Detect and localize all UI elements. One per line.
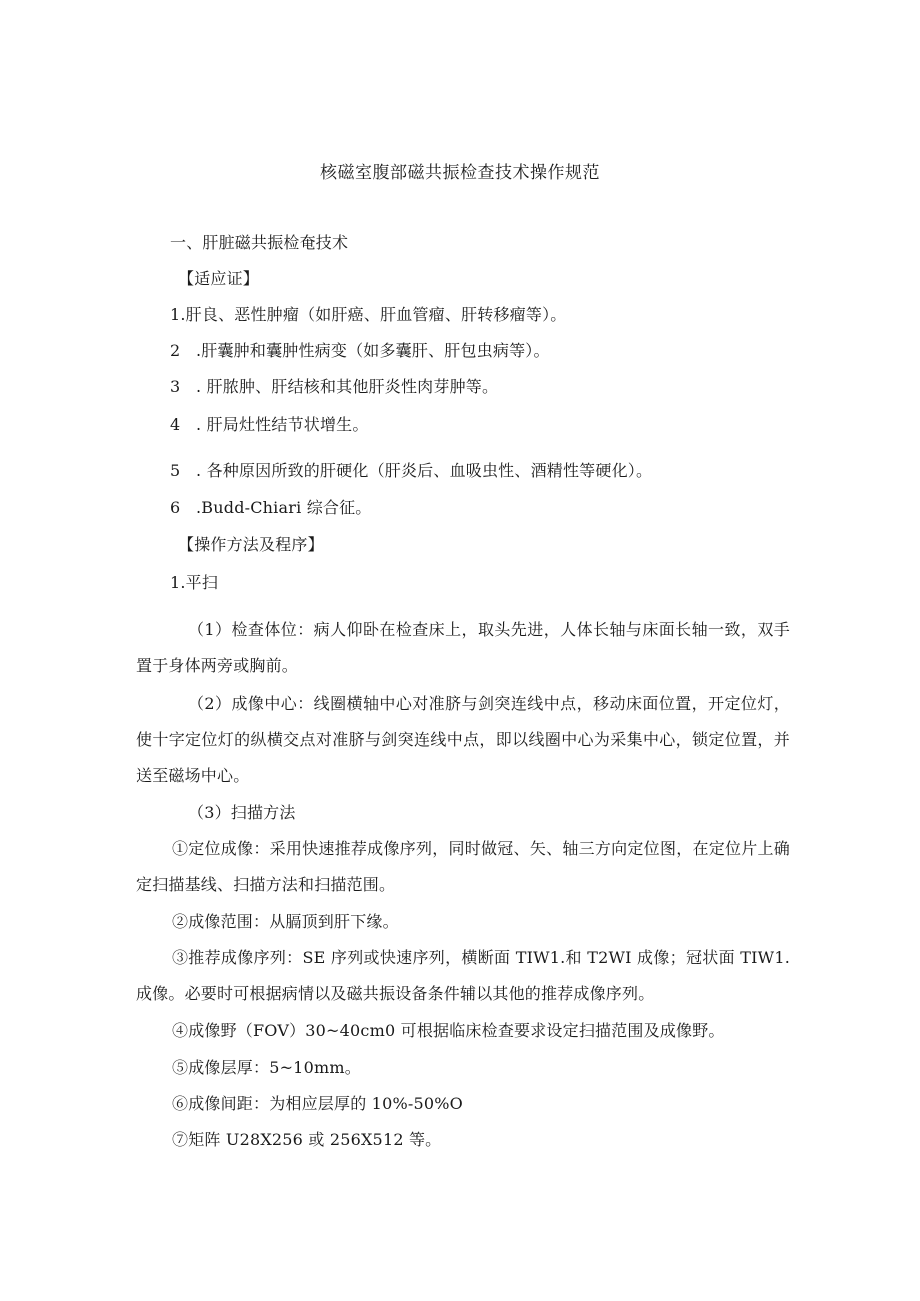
paragraph-position: （1）检查体位：病人仰卧在检查床上，取头先进，人体长轴与床面长轴一致，双手置于身体两旁或胸前。 (136, 620, 790, 675)
paragraph-range: ②成像范围：从膈顶到肝下缘。 (172, 912, 399, 931)
indication-number: 6 (170, 498, 181, 517)
indication-item-3 (170, 377, 498, 397)
paragraph-sequence: ③推荐成像序列：SE 序列或快速序列，横断面 TIW1.和 T2WI 成像；冠状面 TIW1.成像。必要时可根据病情以及磁共振设备条件辅以其他的推荐成像序列。 (136, 948, 790, 1003)
procedure-heading: 【操作方法及程序】 (178, 535, 324, 554)
indication-text: 肝良、恶性肿瘤（如肝癌、肝血管瘤、肝转移瘤等）。 (185, 305, 567, 324)
indication-item-2 (170, 341, 550, 361)
indication-number: 2 (170, 341, 181, 360)
indication-item-6 (170, 498, 372, 518)
plain-scan-heading: 1.平扫 (170, 573, 219, 592)
paragraph-localization: ①定位成像：采用快速推荐成像序列，同时做冠、矢、轴三方向定位图，在定位片上确定扫描基线、扫描方法和扫描范围。 (136, 839, 790, 894)
document-title: 核磁室腹部磁共振检查技术操作规范 (320, 163, 600, 183)
indication-number: 5 (170, 461, 181, 480)
paragraph-fov: ④成像野（FOV）30~40cm0 可根据临床检查要求设定扫描范围及成像野。 (172, 1021, 725, 1040)
indication-text: .肝囊肿和囊肿性病变（如多囊肝、肝包虫病等）。 (196, 341, 550, 360)
scan-method-heading: （3）扫描方法 (188, 803, 296, 822)
indication-item-4 (170, 415, 369, 435)
indication-text: . 肝局灶性结节状增生。 (196, 415, 369, 434)
indications-heading: 【适应证】 (178, 269, 260, 288)
indication-text: .Budd-Chiari 综合征。 (196, 498, 372, 517)
paragraph-gap: ⑥成像间距：为相应层厚的 10%-50%O (172, 1094, 463, 1113)
indication-item-5 (170, 461, 652, 481)
indication-text: . 各种原因所致的肝硬化（肝炎后、血吸虫性、酒精性等硬化）。 (196, 461, 653, 480)
indication-text: . 肝脓肿、肝结核和其他肝炎性肉芽肿等。 (196, 377, 499, 396)
indication-item-1 (170, 305, 566, 325)
section-heading-liver: 一、肝脏磁共振检奄技术 (170, 233, 349, 252)
paragraph-thickness: ⑤成像层厚：5~10mm。 (172, 1058, 361, 1077)
indication-number: 4 (170, 415, 181, 434)
indication-number: 3 (170, 377, 181, 396)
indication-number: 1. (170, 305, 186, 324)
paragraph-matrix: ⑦矩阵 U28X256 或 256X512 等。 (172, 1130, 442, 1149)
paragraph-imaging-center: （2）成像中心：线圈横轴中心对准脐与剑突连线中点，移动床面位置，开定位灯，使十字定位灯的纵横交点对准脐与剑突连线中点，即以线圈中心为采集中心，锁定位置，并送至磁场中心。 (136, 694, 790, 785)
